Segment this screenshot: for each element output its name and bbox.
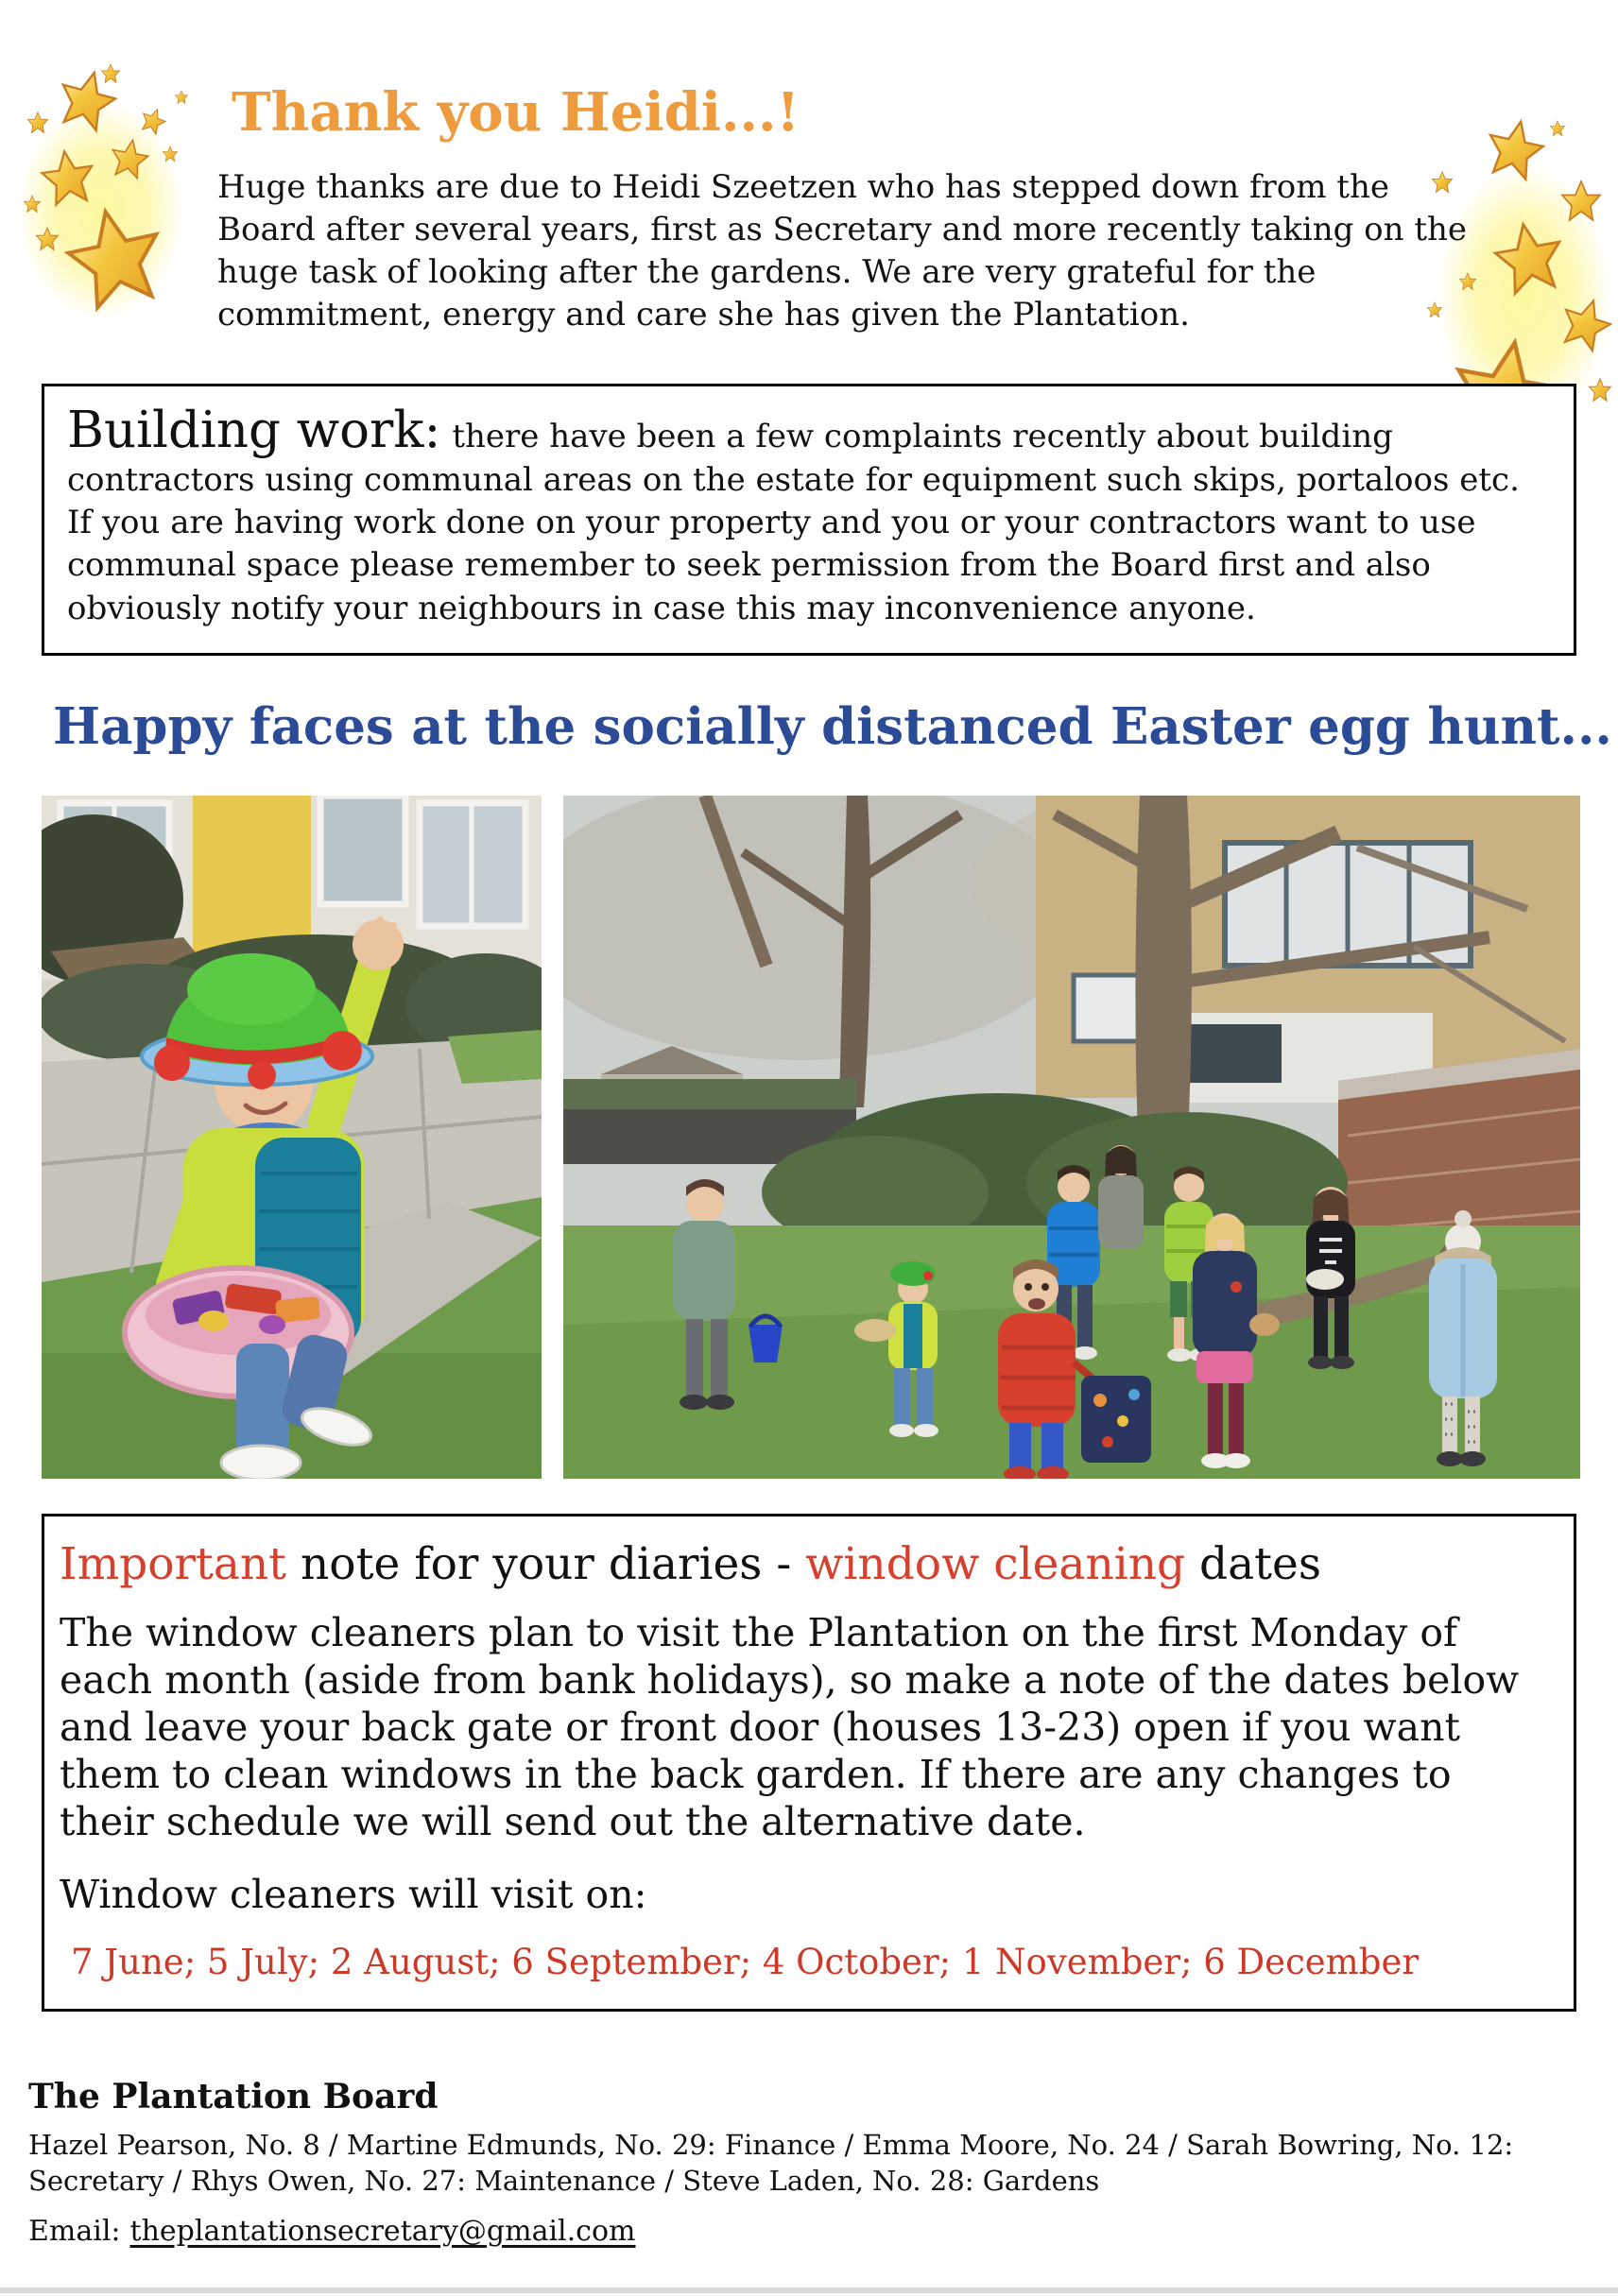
- important-box: [42, 1514, 1576, 2012]
- building-work-title: Building work:: [67, 402, 441, 459]
- email-link[interactable]: theplantationsecretary@gmail.com: [129, 2215, 636, 2248]
- important-heading-text-2: dates: [1185, 1538, 1321, 1590]
- easter-photo-right: [563, 796, 1580, 1479]
- easter-photo-left: [42, 796, 542, 1479]
- building-work-body: there have been a few complaints recently about building contractors using communal areas on the estate for equipment such skips, portaloos etc. If you are having work done on your property and you or your contractors want to use communal space please remember to seek permission from the Board first and also obviously notify your neighbours in case this may inconvenience anyone.: [67, 418, 1520, 627]
- building-work-box: [42, 384, 1576, 656]
- thank-you-body: Huge thanks are due to Heidi Szeetzen who has stepped down from the Board after several years, first as Secretary and more recently taking on the huge task of looking after the gardens. We are very grateful for the commitment, energy and care she has given the Plantation.: [217, 168, 1468, 334]
- stars-icon-left: [21, 64, 196, 319]
- important-body: The window cleaners plan to visit the Plantation on the first Monday of each month (aside from bank holidays), so make a note of the dates below and leave your back gate or front door (houses 13-23) open if you want them to clean windows in the back garden. If there are any changes to their schedule we will send out the alternative date.: [60, 1610, 1520, 1845]
- important-heading: [60, 1539, 1555, 1590]
- important-heading-highlight-2: window cleaning: [805, 1538, 1186, 1590]
- important-heading-text-1: note for your diaries -: [286, 1538, 806, 1590]
- email-line: [28, 2215, 636, 2248]
- important-heading-highlight-1: Important: [60, 1538, 287, 1590]
- board-title: The Plantation Board: [28, 2077, 439, 2116]
- board-members: Hazel Pearson, No. 8 / Martine Edmunds, No. 29: Finance / Emma Moore, No. 24 / Sarah Bowring, No. 12: Secretary / Rhys Owen, No. 27: Maintenance / Steve Laden, No. 28: Gardens: [28, 2129, 1514, 2197]
- window-cleaners-label: Window cleaners will visit on:: [60, 1872, 647, 1918]
- page-edge-divider: [0, 2287, 1618, 2293]
- email-label: Email:: [28, 2215, 121, 2248]
- window-cleaning-dates: 7 June; 5 July; 2 August; 6 September; 4 October; 1 November; 6 December: [71, 1942, 1420, 1983]
- easter-heading: Happy faces at the socially distanced Easter egg hunt...: [53, 697, 1612, 756]
- thank-you-title: Thank you Heidi...!: [232, 81, 800, 144]
